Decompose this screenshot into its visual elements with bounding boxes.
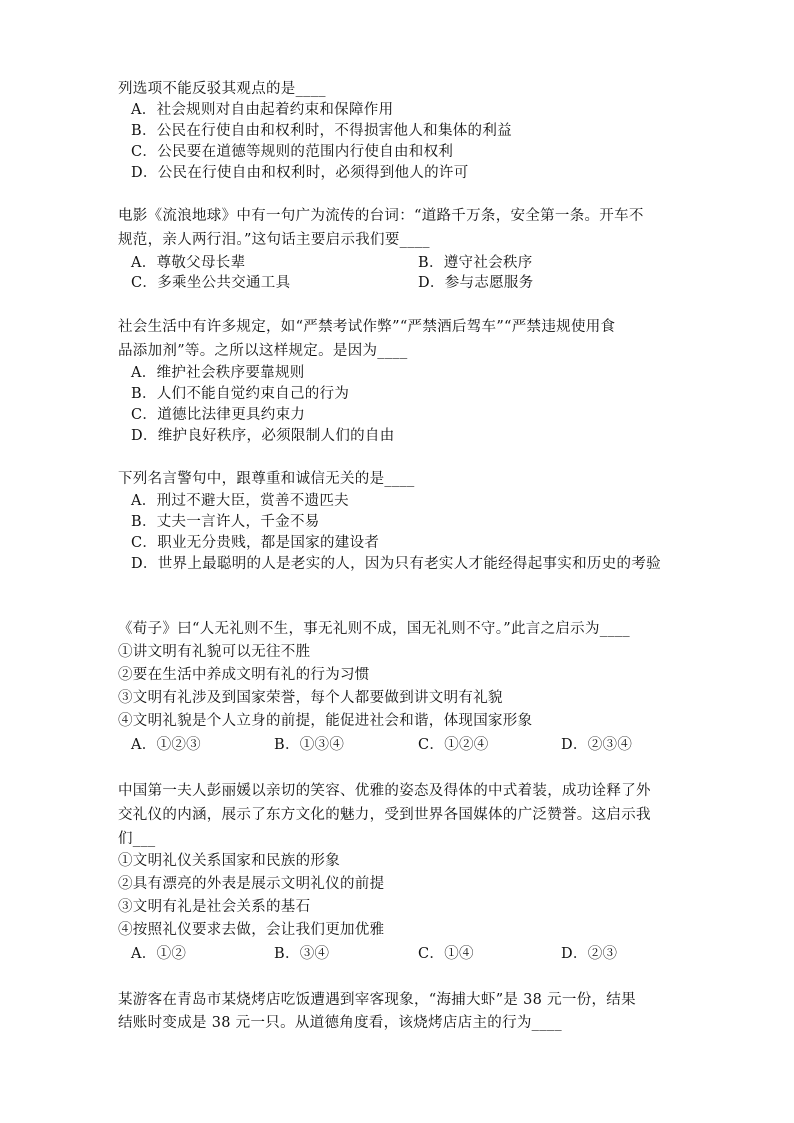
q2-option-b: B．遵守社会秩序 [418,255,533,271]
q1-stem: 列选项不能反驳其观点的是____ [118,81,326,97]
q1-option-c: C．公民要在道德等规则的范围内行使自由和权利 [131,144,454,160]
q5-item-3: ③文明有礼涉及到国家荣誉，每个人都要做到讲文明有礼貌 [118,690,503,706]
q3-stem-line-1: 社会生活中有许多规定，如“严禁考试作弊”“严禁酒后驾车”“严禁违规使用食 [118,319,616,335]
q6-option-d: D．②③ [561,946,618,962]
q4-option-c: C．职业无分贵贱，都是国家的建设者 [131,535,380,551]
q3-option-c: C．道德比法律更具约束力 [131,407,306,423]
q6-stem-line-1: 中国第一夫人彭丽媛以亲切的笑容、优雅的姿态及得体的中式着装，成功诠释了外 [118,783,651,799]
q3-stem-line-2: 品添加剂”等。之所以这样规定。是因为____ [118,343,408,359]
q5-item-4: ④文明礼貌是个人立身的前提，能促进社会和谐，体现国家形象 [118,713,533,729]
q3-option-a: A．维护社会秩序要靠规则 [131,365,305,381]
q6-option-b: B．③④ [274,946,330,962]
q7-stem-line-2: 结账时变成是 38 元一只。从道德角度看，该烧烤店店主的行为____ [118,1015,562,1031]
q6-item-4: ④按照礼仪要求去做，会让我们更加优雅 [118,922,385,938]
q1-option-d: D．公民在行使自由和权利时，必须得到他人的许可 [131,165,469,181]
q2-stem-line-1: 电影《流浪地球》中有一句广为流传的台词：“道路千万条，安全第一条。开车不 [118,208,644,224]
q6-item-1: ①文明礼仪关系国家和民族的形象 [118,853,340,869]
q4-option-d: D．世界上最聪明的人是老实的人，因为只有老实人才能经得起事实和历史的考验 [131,556,661,572]
q7-stem-line-1: 某游客在青岛市某烧烤店吃饭遭遇到宰客现象，“海捕大虾”是 38 元一份，结果 [118,992,636,1008]
q5-stem: 《荀子》曰“人无礼则不生，事无礼则不成，国无礼则不守。”此言之启示为____ [118,621,630,637]
q6-stem-line-2: 交礼仪的内涵，展示了东方文化的魅力，受到世界各国媒体的广泛赞誉。这启示我 [118,807,651,823]
q3-option-d: D．维护良好秩序，必须限制人们的自由 [131,428,395,444]
q4-stem: 下列名言警句中，跟尊重和诚信无关的是____ [118,471,415,487]
q3-option-b: B．人们不能自觉约束自己的行为 [131,386,350,402]
q1-option-a: A．社会规则对自由起着约束和保障作用 [131,102,394,118]
q5-item-1: ①讲文明有礼貌可以无往不胜 [118,644,311,660]
q4-option-b: B．丈夫一言许人，千金不易 [131,514,320,530]
q5-option-c: C．①②④ [418,737,489,753]
q6-item-3: ③文明有礼是社会关系的基石 [118,899,311,915]
q2-option-d: D．参与志愿服务 [418,275,534,291]
q5-option-d: D．②③④ [561,737,633,753]
q5-option-a: A．①②③ [131,737,201,753]
q4-option-a: A．刑过不避大臣，赏善不遗匹夫 [131,493,349,509]
q5-item-2: ②要在生活中养成文明有礼的行为习惯 [118,667,370,683]
q2-option-c: C．多乘坐公共交通工具 [131,275,291,291]
q6-item-2: ②具有漂亮的外表是展示文明礼仪的前提 [118,876,385,892]
q6-option-a: A．①② [131,946,187,962]
q6-stem-line-3: 们___ [118,831,156,847]
q2-option-a: A．尊敬父母长辈 [131,255,246,271]
q2-stem-line-2: 规范，亲人两行泪。”这句话主要启示我们要____ [118,232,430,248]
q1-option-b: B．公民在行使自由和权利时，不得损害他人和集体的利益 [131,123,512,139]
q6-option-c: C．①④ [418,946,474,962]
q5-option-b: B．①③④ [274,737,345,753]
